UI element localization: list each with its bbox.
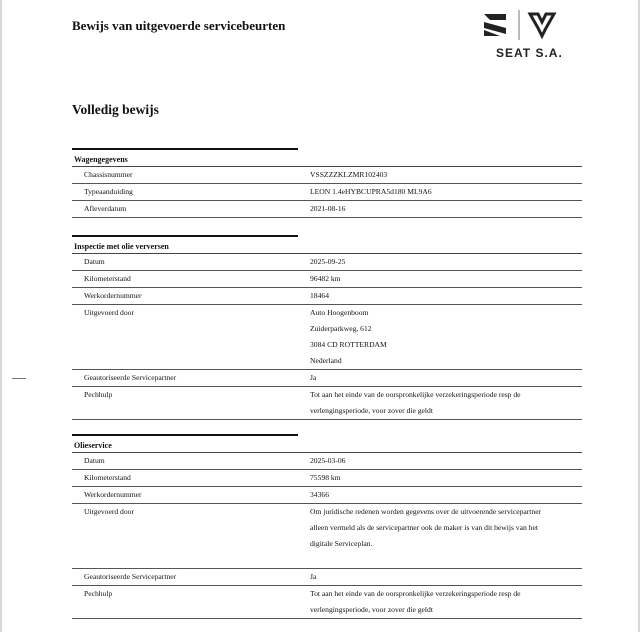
table-row [72,470,582,487]
section-wagengegevens [72,148,582,218]
row-value: Auto Hoogenboom Zuiderparkweg, 612 3084 CD ROTTERDAM Nederland [310,308,387,365]
brand-name: SEAT S.A. [496,46,563,60]
table-row [72,487,582,504]
table-row [72,271,582,288]
row-value: 2025-09-25 [310,257,346,266]
cupra-logo-icon [530,14,554,36]
row-value: 18464 [310,291,329,300]
row-label: Werkordernummer [84,490,142,499]
table-row [72,586,582,619]
row-label: Chassisnummer [84,170,133,179]
section-title: Inspectie met olie verversen [72,235,298,253]
table-row [72,201,582,218]
table-row [72,370,582,387]
row-value: Ja [310,373,317,382]
table-row [72,305,582,370]
table-row [72,288,582,305]
row-value: 2021-08-16 [310,204,346,213]
row-label: Uitgevoerd door [84,507,134,516]
section-inspectie [72,235,582,420]
row-value: Tot aan het einde van de oorspronkelijke verzekeringsperiode resp de verlengingsperiode, voor zover die geldt [310,390,521,415]
table-row [72,504,582,569]
row-label: Kilometerstand [84,473,131,482]
document-title: Bewijs van uitgevoerde servicebeurten [72,18,286,33]
seat-logo-icon [484,14,506,36]
row-label: Datum [84,257,105,266]
row-value: 2025-03-06 [310,456,346,465]
row-value: VSSZZZKLZMR102403 [310,170,388,179]
row-value: Om juridische redenen worden gegevens over de uitvoerende servicepartner alleen vermeld als de servicepartner ook de maker is van dit bewijs van het digitale Serviceplan. [310,507,542,548]
row-value: 96482 km [310,274,341,283]
page-heading: Volledig bewijs [72,102,159,117]
row-label: Uitgevoerd door [84,308,134,317]
row-label: Afleverdatum [84,204,127,213]
row-value: Ja [310,572,317,581]
row-label: Geautoriseerde Servicepartner [84,572,177,581]
section-title: Olieservice [72,434,298,452]
table-row [72,184,582,201]
table-row [72,453,582,470]
row-label: Datum [84,456,105,465]
row-label: Pechhulp [84,390,113,399]
row-value: 34366 [310,490,329,499]
row-value: 75598 km [310,473,341,482]
table-row [72,254,582,271]
section-olieservice [72,434,582,619]
section-title: Wagengegevens [72,148,298,166]
row-label: Geautoriseerde Servicepartner [84,373,177,382]
row-label: Pechhulp [84,589,113,598]
row-value: Tot aan het einde van de oorspronkelijke verzekeringsperiode resp de verlengingsperiode, voor zover die geldt [310,589,521,614]
row-label: Kilometerstand [84,274,131,283]
margin-mark [12,378,26,379]
row-label: Werkordernummer [84,291,142,300]
row-label: Typeaanduiding [84,187,133,196]
row-value: LEON 1.4eHYBCUPRA5d180 ML9A6 [310,187,432,196]
table-row [72,167,582,184]
table-row [72,569,582,586]
document-page [2,0,638,632]
table-row [72,387,582,420]
